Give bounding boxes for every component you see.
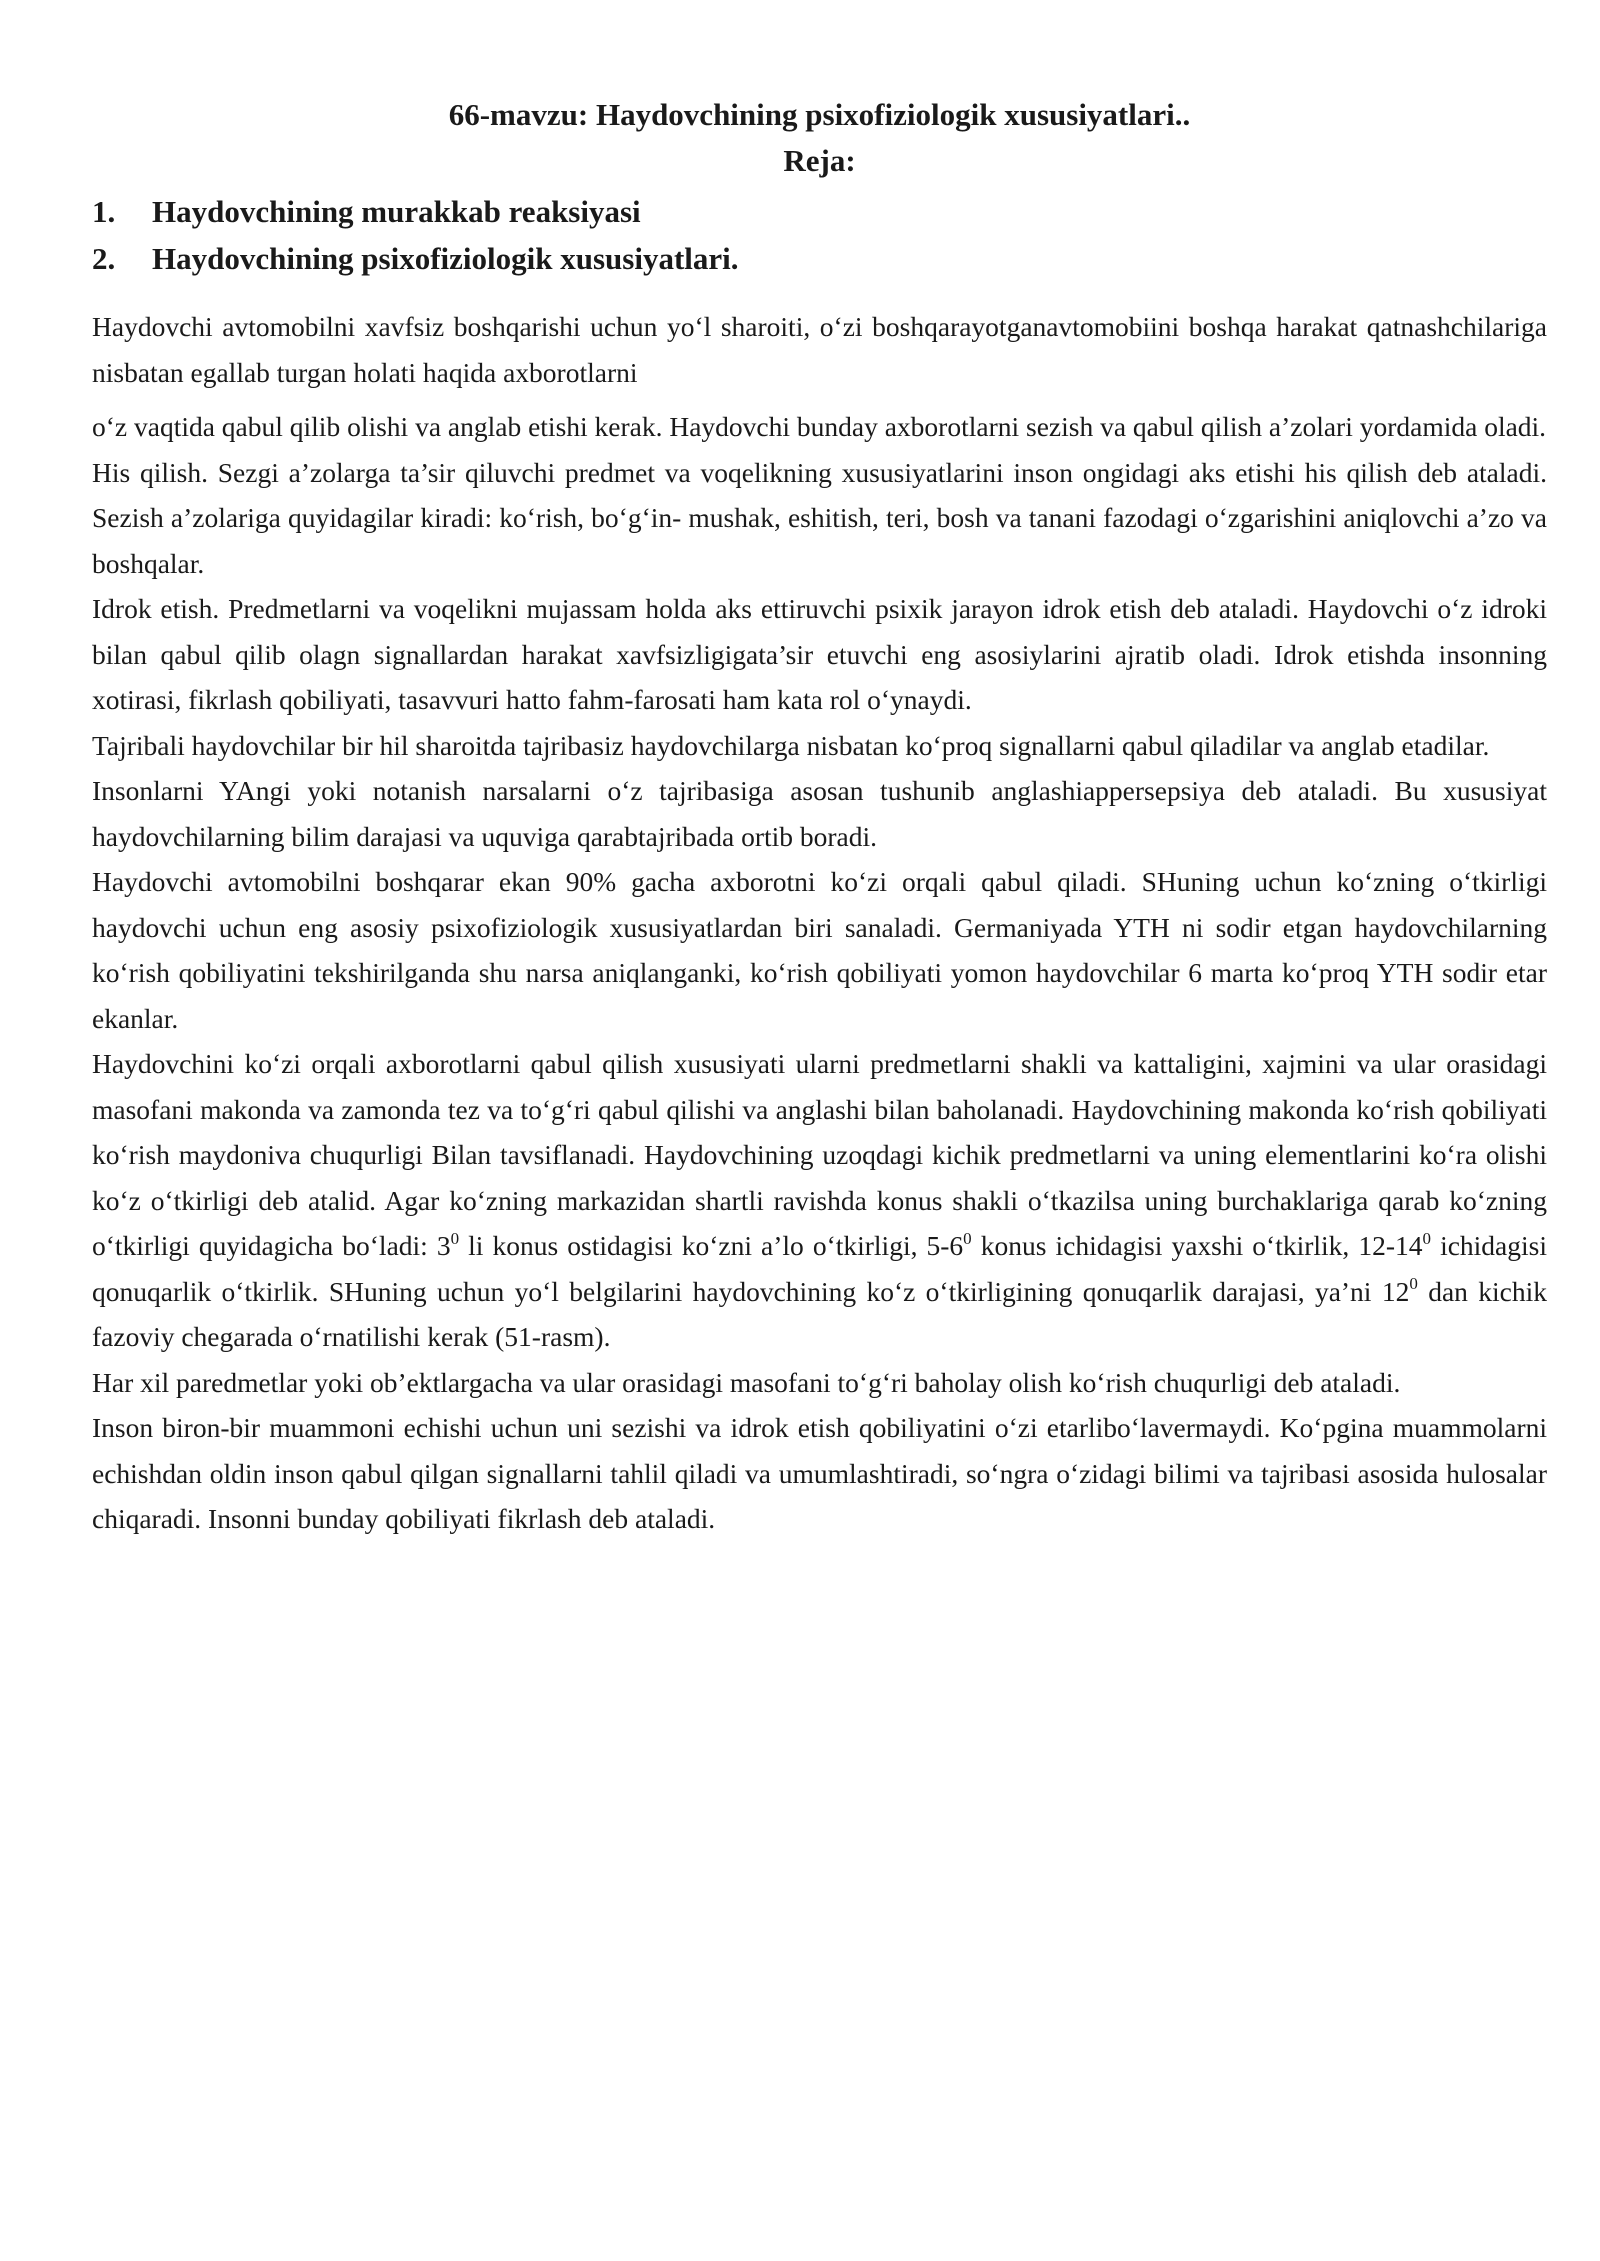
- paragraph: Haydovchi avtomobilni boshqarar ekan 90% gacha axborotni ko‘zi orqali qabul qiladi. SHuning uchun ko‘zning o‘tkirligi haydovchi uchun eng asosiy psixofiziologik xususiyatlardan biri sanaladi. Germaniyada YTH ni sodir etgan haydovchilarning ko‘rish qobiliyatini tekshirilganda shu narsa aniqlanganki, ko‘rish qobiliyati yomon haydovchilar 6 marta ko‘proq YTH sodir etar ekanlar.: [92, 866, 1547, 1034]
- plan-item-text: Haydovchining murakkab reaksiyasi: [152, 194, 641, 229]
- plan-item-text: Haydovchining psixofiziologik xususiyatlari.: [152, 241, 739, 276]
- plan-item-number: 1.: [92, 194, 116, 229]
- paragraph: o‘z vaqtida qabul qilib olishi va anglab etishi kerak. Haydovchi bunday axborotlarni sezish va qabul qilish a’zolari yordamida oladi.: [92, 411, 1547, 442]
- paragraph: Tajribali haydovchilar bir hil sharoitda tajribasiz haydovchilarga nisbatan ko‘proq signallarni qabul qiladilar va anglab etadilar.: [92, 729, 1490, 761]
- paragraph-segment: konus ichidagisi yaxshi o‘tkirlik, 12-14: [971, 1230, 1423, 1261]
- degree-superscript: 0: [450, 1228, 460, 1248]
- paragraph-segment: li konus ostidagisi ko‘zni a’lo o‘tkirligi, 5-6: [459, 1230, 964, 1261]
- paragraph: Idrok etish. Predmetlarni va voqelikni mujassam holda aks ettiruvchi psixik jarayon idrok etish deb ataladi. Haydovchi o‘z idroki bilan qabul qilib olagn signallardan harakat xavfsizligigata’sir etuvchi eng asosiylarini ajratib oladi. Idrok etishda insonning xotirasi, fikrlash qobiliyati, tasavvuri hatto fahm-farosati ham kata rol o‘ynaydi.: [92, 593, 1547, 715]
- plan-item: [92, 235, 1547, 282]
- paragraph: Har xil paredmetlar yoki ob’ektlargacha va ular orasidagi masofani to‘g‘ri baholay olish ko‘rish chuqurligi deb ataladi.: [92, 1366, 1401, 1398]
- paragraph-with-degrees: [92, 1041, 1547, 1360]
- plan-item: [92, 188, 1547, 235]
- body-text: [92, 304, 1547, 1542]
- plan-list: [92, 188, 1547, 282]
- paragraph: Insonlarni YAngi yoki notanish narsalarni o‘z tajribasiga asosan tushunib anglashiappersepsiya deb ataladi. Bu xususiyat haydovchilarning bilim darajasi va uquviga qarabtajribada ortib boradi.: [92, 775, 1547, 852]
- paragraph: His qilish. Sezgi a’zolarga ta’sir qiluvchi predmet va voqelikning xususiyatlarini inson ongidagi aks etishi his qilish deb ataladi. Sezish a’zolariga quyidagilar kiradi: ko‘rish, bo‘g‘in- mushak, eshitish, teri, bosh va tanani fazodagi o‘zgarishini aniqlovchi a’zo va boshqalar.: [92, 456, 1547, 579]
- paragraph: Inson biron-bir muammoni echishi uchun uni sezishi va idrok etish qobiliyatini o‘zi etarlibo‘lavermaydi. Ko‘pgina muammolarni echishdan oldin inson qabul qilgan signallarni tahlil qiladi va umumlashtiradi, so‘ngra o‘zidagi bilimi va tajribasi asosida hulosalar chiqaradi. Insonni bunday qobiliyati fikrlash deb ataladi.: [92, 1412, 1547, 1534]
- plan-heading: Reja:: [783, 143, 856, 178]
- degree-superscript: 0: [1409, 1274, 1418, 1294]
- plan-item-number: 2.: [92, 241, 116, 276]
- page-title: 66-mavzu: Haydovchining psixofiziologik xususiyatlari..: [448, 97, 1191, 132]
- degree-superscript: 0: [1422, 1228, 1432, 1248]
- degree-superscript: 0: [963, 1228, 972, 1248]
- document-page: [92, 92, 1547, 1542]
- paragraph-segment: ichidagisi qonuqarlik o‘tkirlik. SHuning uchun yo‘l belgilarini haydovchining ko‘z o‘tkirligining qonuqarlik darajasi, ya’ni 12: [92, 1230, 1547, 1307]
- paragraph-segment: dan kichik fazoviy chegarada o‘rnatilishi kerak (51-rasm).: [92, 1275, 1547, 1352]
- paragraph: Haydovchi avtomobilni xavfsiz boshqarishi uchun yo‘l sharoiti, o‘zi boshqarayotganavtomobiini boshqa harakat qatnashchilariga nisbatan egallab turgan holati haqida axborotlarni: [92, 311, 1547, 388]
- paragraph-segment: Haydovchini ko‘zi orqali axborotlarni qabul qilish xususiyati ularni predmetlarni shakli va kattaligini, xajmini va ular orasidagi masofani makonda va zamonda tez va to‘g‘ri qabul qilishi va anglashi bilan baholanadi. Haydovchining makonda ko‘rish qobiliyati ko‘rish maydoniva chuqurligi Bilan tavsiflanadi. Haydovchining uzoqdagi kichik predmetlarni va uning elementlarini ko‘ra olishi ko‘z o‘tkirligi deb atalid. Agar ko‘zning markazidan shartli ravishda konus shakli o‘tkazilsa uning burchaklariga qarab ko‘zning o‘tkirligi quyidagicha bo‘ladi: 3: [92, 1048, 1547, 1261]
